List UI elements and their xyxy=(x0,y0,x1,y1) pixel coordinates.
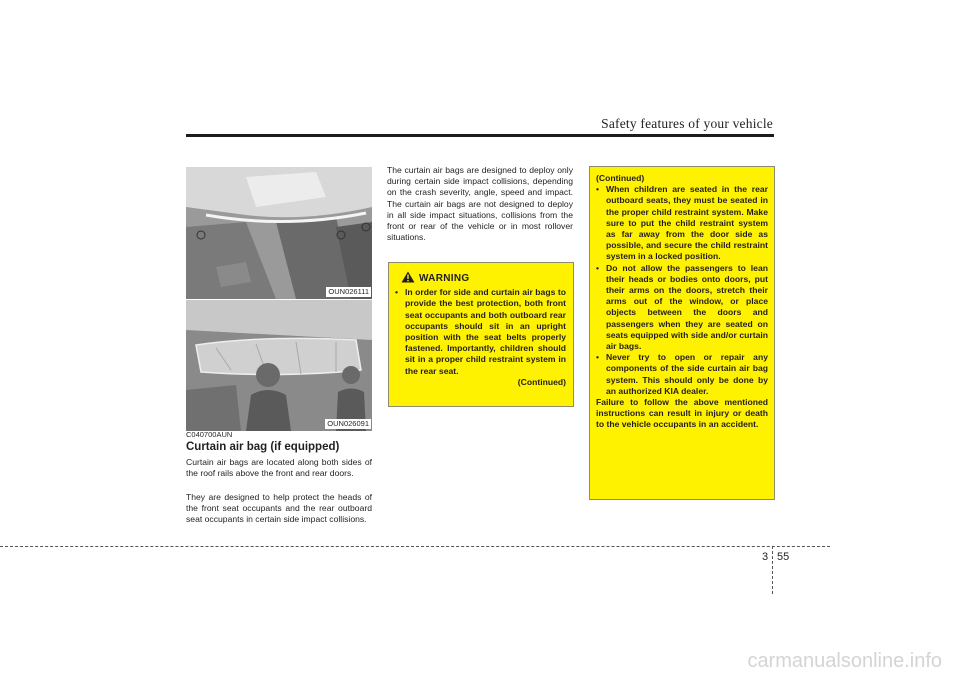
section-number: 3 xyxy=(762,551,769,563)
warning-bullet: • In order for side and curtain air bags to provide the best protection, both front seat occupants and both outboard rear occupants should sit in an upright position with the seat belts properly fastened. Importantly, children should sit in a proper child restraint system in the rear seat. xyxy=(395,287,566,376)
continued-label: (Continued) xyxy=(596,173,645,183)
caution-bullet: • Do not allow the passengers to lean their heads or bodies onto doors, put their arms on the doors, stretch their arms out of the window, or place objects between the doors and passengers when they are seated on seats equipped with side and/or curtain air bags. xyxy=(596,262,768,352)
watermark: carmanualsonline.info xyxy=(747,650,942,672)
page-number: 55 xyxy=(777,551,790,563)
section-code: C040700AUN xyxy=(186,430,233,439)
photo-code-label: OUN026111 xyxy=(328,287,369,296)
caution-bullet: • Never try to open or repair any components of the side curtain air bag system. This should only be done by an authorized KIA dealer. xyxy=(596,352,768,396)
warning-title: WARNING xyxy=(419,273,470,284)
body-paragraph: The curtain air bags are designed to deploy only during certain side impact collisions, depending on the crash severity, angle, speed and impact. The curtain air bags are not designed to deploy in all side impact situations, collisions from the front or rear of the vehicle or in most rollover situations. xyxy=(387,165,573,243)
body-paragraph: Curtain air bags are located along both sides of the roof rails above the front and rear doors. xyxy=(186,457,372,479)
photo-code-label: OUN026091 xyxy=(327,419,369,428)
caution-bullet: • When children are seated in the rear outboard seats, they must be seated in the proper child restraint system. Make sure to put the child restraint system as far away from the door side as possible, and secure the child restraint system in a locked position. xyxy=(596,184,768,262)
warning-header xyxy=(401,271,566,286)
warning-box xyxy=(388,262,574,407)
warning-triangle-icon xyxy=(401,271,415,286)
footer-rule xyxy=(0,546,830,547)
page-header-title: Safety features of your vehicle xyxy=(601,116,773,131)
curtain-airbag-deployed-photo xyxy=(186,300,372,431)
footer-divider xyxy=(772,546,774,594)
body-paragraph: They are designed to help protect the heads of the front seat occupants and the rear outboard seat occupants in certain side impact collisions. xyxy=(186,492,372,525)
caution-continued-box xyxy=(589,166,775,500)
caution-closing: Failure to follow the above mentioned instructions can result in injury or death to the vehicle occupants in an accident. xyxy=(596,397,768,430)
header-rule xyxy=(186,134,774,137)
continued-label: (Continued) xyxy=(517,376,566,387)
car-interior-roof-photo xyxy=(186,167,372,299)
section-heading: Curtain air bag (if equipped) xyxy=(186,441,340,453)
